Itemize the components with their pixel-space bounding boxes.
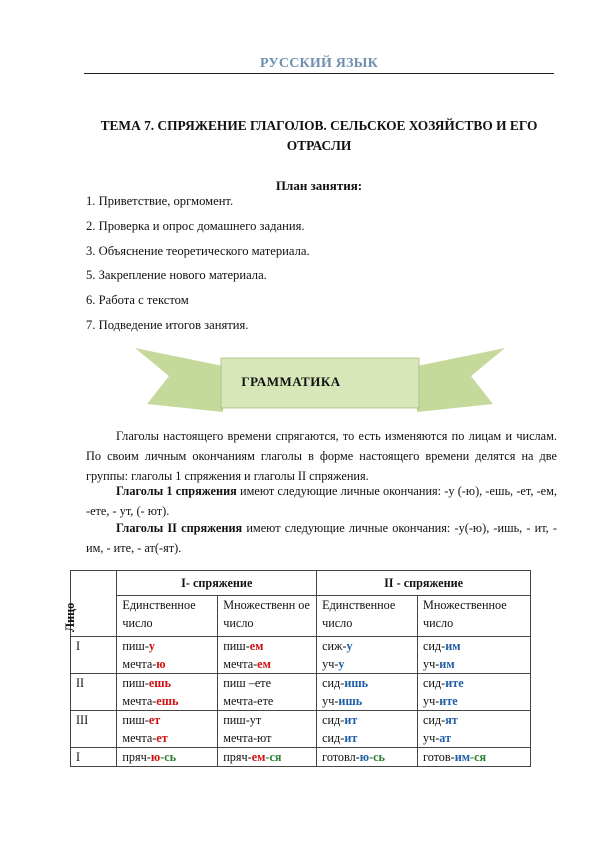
ending: ите — [439, 694, 458, 708]
table-cell: пиш-ем мечта-ем — [218, 637, 317, 674]
ending: ем — [249, 639, 264, 653]
banner-label: ГРАММАТИКА — [241, 374, 341, 389]
ending: ешь — [156, 694, 179, 708]
table-cell: пиш-ешь мечта-ешь — [117, 674, 218, 711]
person-cell: II — [71, 674, 117, 711]
conj1-endings: имеют следующие личные окончания: -у (-ю), -ешь, -ет, -ем, -ете, - ут, (- ют). — [86, 484, 557, 518]
ending: ем — [257, 657, 271, 671]
ending: ат — [439, 731, 452, 745]
ending: ит — [344, 731, 358, 745]
table-cell: пряч-ем-ся — [218, 748, 317, 767]
table-cell: готов-им-ся — [418, 748, 531, 767]
table-row — [71, 748, 531, 767]
plan-item: 7. Подведение итогов занятия. — [86, 317, 249, 332]
person-cell: III — [71, 711, 117, 748]
plan-item: 5. Закрепление нового материала. — [86, 268, 267, 283]
header-rule — [84, 73, 554, 74]
subheader-singular-1: Единственное число — [117, 596, 218, 637]
subheader-singular-2: Единственное число — [317, 596, 418, 637]
subheader-plural-1: Множественн ое число — [218, 596, 317, 637]
table-row — [71, 674, 531, 711]
plan-item: 3. Объяснение теоретического материала. — [86, 243, 310, 258]
conj1-term: Глаголы 1 спряжения — [116, 484, 237, 498]
conj2-endings: имеют следующие личные окончания: -у(-ю), -ишь, - ит, - им, - ите, - ат(-ят). — [86, 521, 557, 555]
plan-list — [86, 192, 310, 341]
ending: у — [338, 657, 345, 671]
table-cell: сид-ите уч-ите — [418, 674, 531, 711]
page-header: РУССКИЙ ЯЗЫК — [260, 56, 378, 71]
group2-header: II - спряжение — [317, 571, 531, 596]
table-cell: сид-им уч-им — [418, 637, 531, 674]
plan-item: 1. Приветствие, оргмомент. — [86, 194, 234, 208]
ending: ет — [148, 713, 161, 727]
table-subheader-row — [71, 596, 531, 637]
ending: ите — [445, 676, 464, 690]
table-cell: сид-ят уч-ат — [418, 711, 531, 748]
table-cell: сид-ишь уч-ишь — [317, 674, 418, 711]
person-cell: I — [71, 637, 117, 674]
lesson-title: ТЕМА 7. СПРЯЖЕНИЕ ГЛАГОЛОВ. СЕЛЬСКОЕ ХОЗЯЙСТВО И ЕГО ОТРАСЛИ — [100, 118, 538, 153]
paragraph-conj1 — [86, 481, 557, 521]
ending: ю — [156, 657, 166, 671]
table-cell: готовл-ю-сь — [317, 748, 418, 767]
ending: ишь — [338, 694, 363, 708]
table-group-row — [71, 571, 531, 596]
ribbon-left-tail — [135, 348, 223, 412]
person-cell: I — [71, 748, 117, 767]
ribbon-right-tail — [417, 348, 505, 412]
table-cell: пряч-ю-сь — [117, 748, 218, 767]
ending: ешь — [148, 676, 172, 690]
person-header-cell — [63, 571, 117, 637]
table-cell: пиш-ут мечта-ют — [218, 711, 317, 748]
ending: у — [148, 639, 155, 653]
table-cell: сид-ит сид-ит — [317, 711, 418, 748]
table-row — [71, 711, 531, 748]
ending: у — [346, 639, 353, 653]
ending: ишь — [344, 676, 369, 690]
paragraph-conj2 — [86, 518, 557, 558]
person-header: Лицо — [63, 602, 77, 632]
table-row — [71, 637, 531, 674]
plan-item: 6. Работа с текстом — [86, 293, 189, 308]
ending: ит — [344, 713, 358, 727]
table-cell: сиж-у уч-у — [317, 637, 418, 674]
conjugation-table — [63, 570, 531, 767]
table-cell: пиш-у мечта-ю — [117, 637, 218, 674]
group1-header: I- спряжение — [117, 571, 317, 596]
ending: ят — [445, 713, 458, 727]
conj2-term: Глаголы II спряжения — [116, 521, 243, 535]
ending: им — [445, 639, 461, 653]
ending: им — [439, 657, 455, 671]
subheader-plural-2: Множественное число — [418, 596, 531, 637]
table-cell: пиш –ете мечта-ете — [218, 674, 317, 711]
table-cell: пиш-ет мечта-ет — [117, 711, 218, 748]
plan-heading: План занятия: — [275, 178, 363, 193]
plan-item: 2. Проверка и опрос домашнего задания. — [86, 218, 305, 233]
ending: ет — [156, 731, 168, 745]
paragraph-intro: Глаголы настоящего времени спрягаются, то есть изменяются по лицам и числам. По своим личным окончаниям глаголы в форме настоящего времени делятся на две группы: глаголы 1 спряжения и глаголы II спряжения. — [86, 429, 557, 483]
